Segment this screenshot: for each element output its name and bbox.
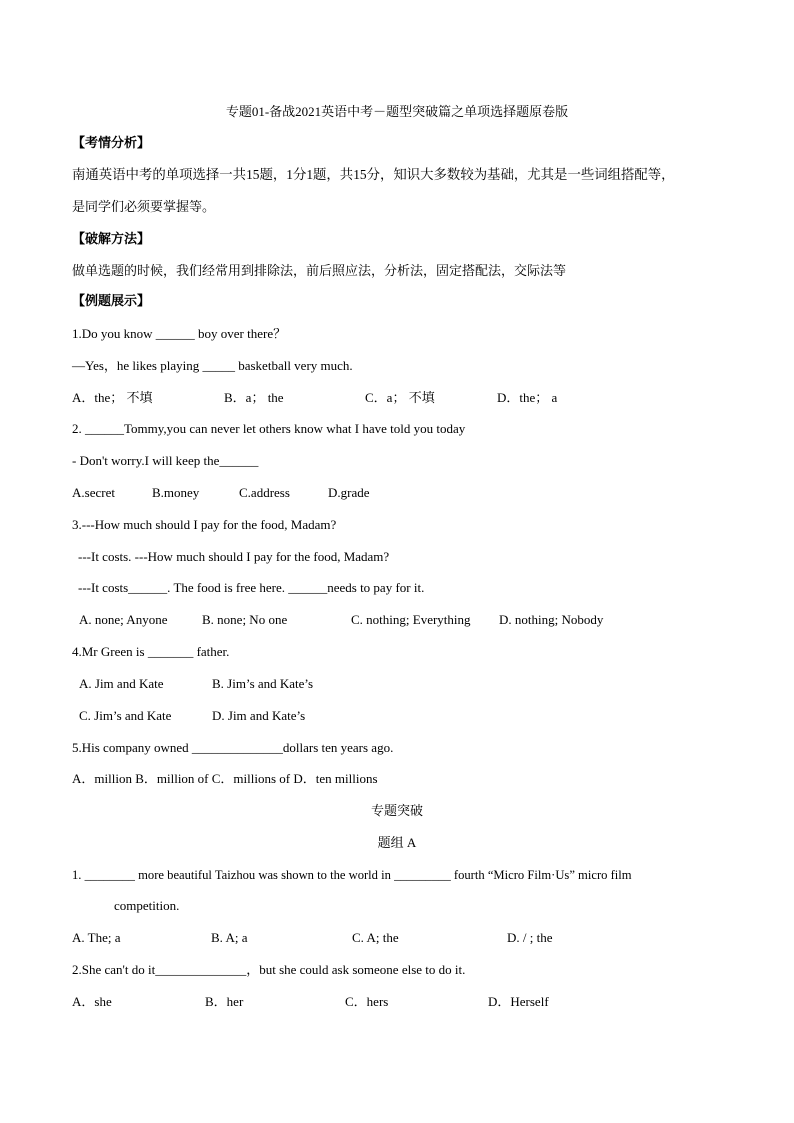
example-q3-line2: ---It costs. ---How much should I pay for the food, Madam? <box>78 549 390 564</box>
practice-q1-option-d: D. / ; the <box>507 930 553 945</box>
method-text: 做单选题的时候，我们经常用到排除法，前后照应法，分析法，固定搭配法，交际法等 <box>72 263 567 278</box>
example-q3-option-d: D. nothing; Nobody <box>499 612 604 627</box>
example-q5-options: A．million B．million of C．millions of D．ten millions <box>72 771 378 786</box>
example-q1-option-d: D．the； a <box>497 390 558 405</box>
analysis-line-2: 是同学们必须要掌握等。 <box>72 199 216 214</box>
practice-q2-option-d: D．Herself <box>488 994 549 1009</box>
practice-q1-line1: 1. ________ more beautiful Taizhou was shown to the world in _________ fourth “Micro Film·Us” micro film <box>72 868 632 882</box>
practice-q1-line2: competition. <box>114 898 180 913</box>
example-q3-line3: ---It costs______. The food is free here. ______needs to pay for it. <box>78 580 425 595</box>
example-q2-line1: 2. ______Tommy,you can never let others know what I have told you today <box>72 421 466 436</box>
example-q3-option-b: B. none; No one <box>202 612 288 627</box>
practice-q2-line1: 2.She can't do it______________，but she could ask someone else to do it. <box>72 962 466 977</box>
practice-q1-option-a: A. The; a <box>72 930 121 945</box>
example-q1-line1: 1.Do you know ______ boy over there？ <box>72 326 287 341</box>
practice-header: 专题突破 <box>370 803 423 818</box>
practice-group-label: 题组 A <box>377 835 417 850</box>
example-q1-option-b: B．a； the <box>224 390 284 405</box>
example-q4-option-d: D. Jim and Kate’s <box>212 708 306 723</box>
analysis-header: 【考情分析】 <box>72 135 151 150</box>
example-q4-option-b: B. Jim’s and Kate’s <box>212 676 314 691</box>
example-q4-option-a: A. Jim and Kate <box>79 676 164 691</box>
example-header: 【例题展示】 <box>72 293 151 308</box>
example-q2-line2: - Don't worry.I will keep the______ <box>72 453 259 468</box>
practice-q1-option-b: B. A; a <box>211 930 248 945</box>
example-q1-option-c: C．a； 不填 <box>365 390 435 405</box>
analysis-line-1: 南通英语中考的单项选择一共15题，1分1题，共15分，知识大多数较为基础，尤其是一些词组搭配等， <box>72 167 675 182</box>
example-q4-option-c: C. Jim’s and Kate <box>79 708 172 723</box>
example-q3-option-a: A. none; Anyone <box>79 612 168 627</box>
example-q1-line2: —Yes，he likes playing _____ basketball very much. <box>72 358 353 373</box>
method-header: 【破解方法】 <box>72 231 151 246</box>
example-q4-line1: 4.Mr Green is _______ father. <box>72 644 230 659</box>
practice-q2-option-b: B．her <box>205 994 244 1009</box>
example-q3-option-c: C. nothing; Everything <box>351 612 471 627</box>
example-q2-option-d: D.grade <box>328 485 370 500</box>
practice-q1-option-c: C. A; the <box>352 930 399 945</box>
example-q2-option-a: A.secret <box>72 485 115 500</box>
example-q1-option-a: A．the； 不填 <box>72 390 153 405</box>
practice-q2-option-c: C．hers <box>345 994 389 1009</box>
example-q2-option-b: B.money <box>152 485 200 500</box>
example-q2-option-c: C.address <box>239 485 290 500</box>
practice-q2-option-a: A．she <box>72 994 112 1009</box>
example-q3-line1: 3.---How much should I pay for the food, Madam? <box>72 517 337 532</box>
example-q5-line1: 5.His company owned ______________dollars ten years ago. <box>72 740 394 755</box>
document-title: 专题01-备战2021英语中考－题型突破篇之单项选择题原卷版 <box>225 104 569 119</box>
